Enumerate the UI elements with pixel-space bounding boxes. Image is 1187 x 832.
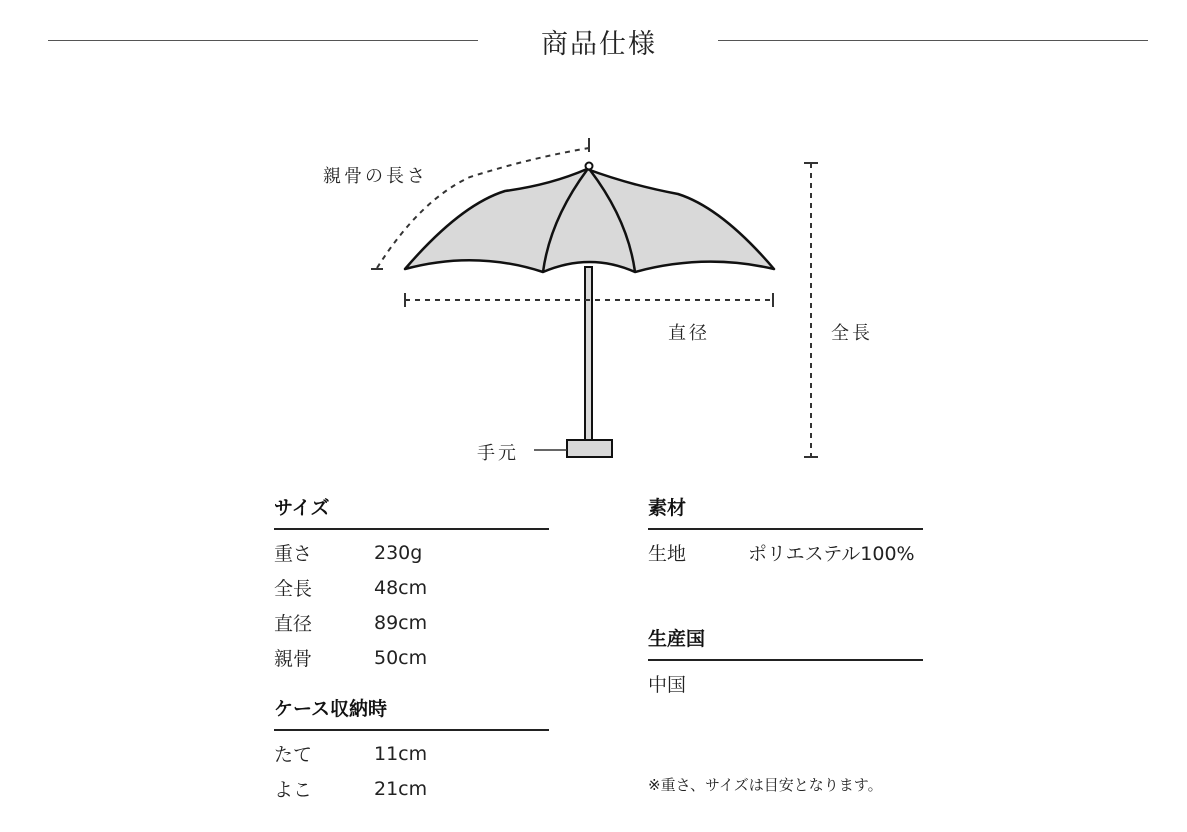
spec-row — [274, 605, 549, 640]
spec-key: 親骨 — [274, 648, 313, 670]
spec-key: 直径 — [274, 613, 313, 635]
rib-length-label: 親骨の長さ — [323, 166, 428, 187]
spec-row — [274, 570, 549, 605]
spec-origin — [648, 624, 923, 701]
spec-row — [274, 771, 549, 806]
spec-row — [274, 736, 549, 771]
spec-heading: ケース収納時 — [274, 694, 549, 731]
spec-row — [648, 535, 923, 570]
spec-key: 生地 — [648, 543, 687, 565]
spec-row — [274, 640, 549, 675]
spec-key: 重さ — [274, 543, 313, 565]
handle-label: 手元 — [477, 443, 519, 464]
spec-key: たて — [274, 744, 313, 766]
spec-value: 89cm — [374, 611, 428, 634]
spec-row — [274, 535, 549, 570]
umbrella-handle — [567, 440, 612, 457]
spec-value: 11cm — [374, 742, 428, 765]
spec-key: 全長 — [274, 578, 313, 600]
spec-value: ポリエステル100% — [748, 543, 915, 565]
spec-value: 230g — [374, 541, 423, 564]
spec-row — [648, 666, 923, 701]
spec-heading: サイズ — [274, 493, 549, 530]
spec-value: 48cm — [374, 576, 428, 599]
diameter-label: 直径 — [668, 323, 710, 344]
spec-value: 50cm — [374, 646, 428, 669]
spec-case — [274, 694, 549, 806]
page-title: 商品仕様 — [541, 29, 657, 60]
umbrella-tip — [586, 163, 593, 170]
umbrella-shaft — [585, 267, 592, 441]
total-length-label: 全長 — [831, 323, 873, 344]
spec-value: 21cm — [374, 777, 428, 800]
spec-size — [274, 493, 549, 675]
spec-key: 中国 — [648, 674, 687, 696]
spec-key: よこ — [274, 779, 313, 801]
spec-heading: 素材 — [648, 493, 923, 530]
spec-heading: 生産国 — [648, 624, 923, 661]
footnote: ※重さ、サイズは目安となります。 — [648, 776, 883, 794]
umbrella-canopy — [405, 169, 774, 272]
spec-material — [648, 493, 923, 570]
